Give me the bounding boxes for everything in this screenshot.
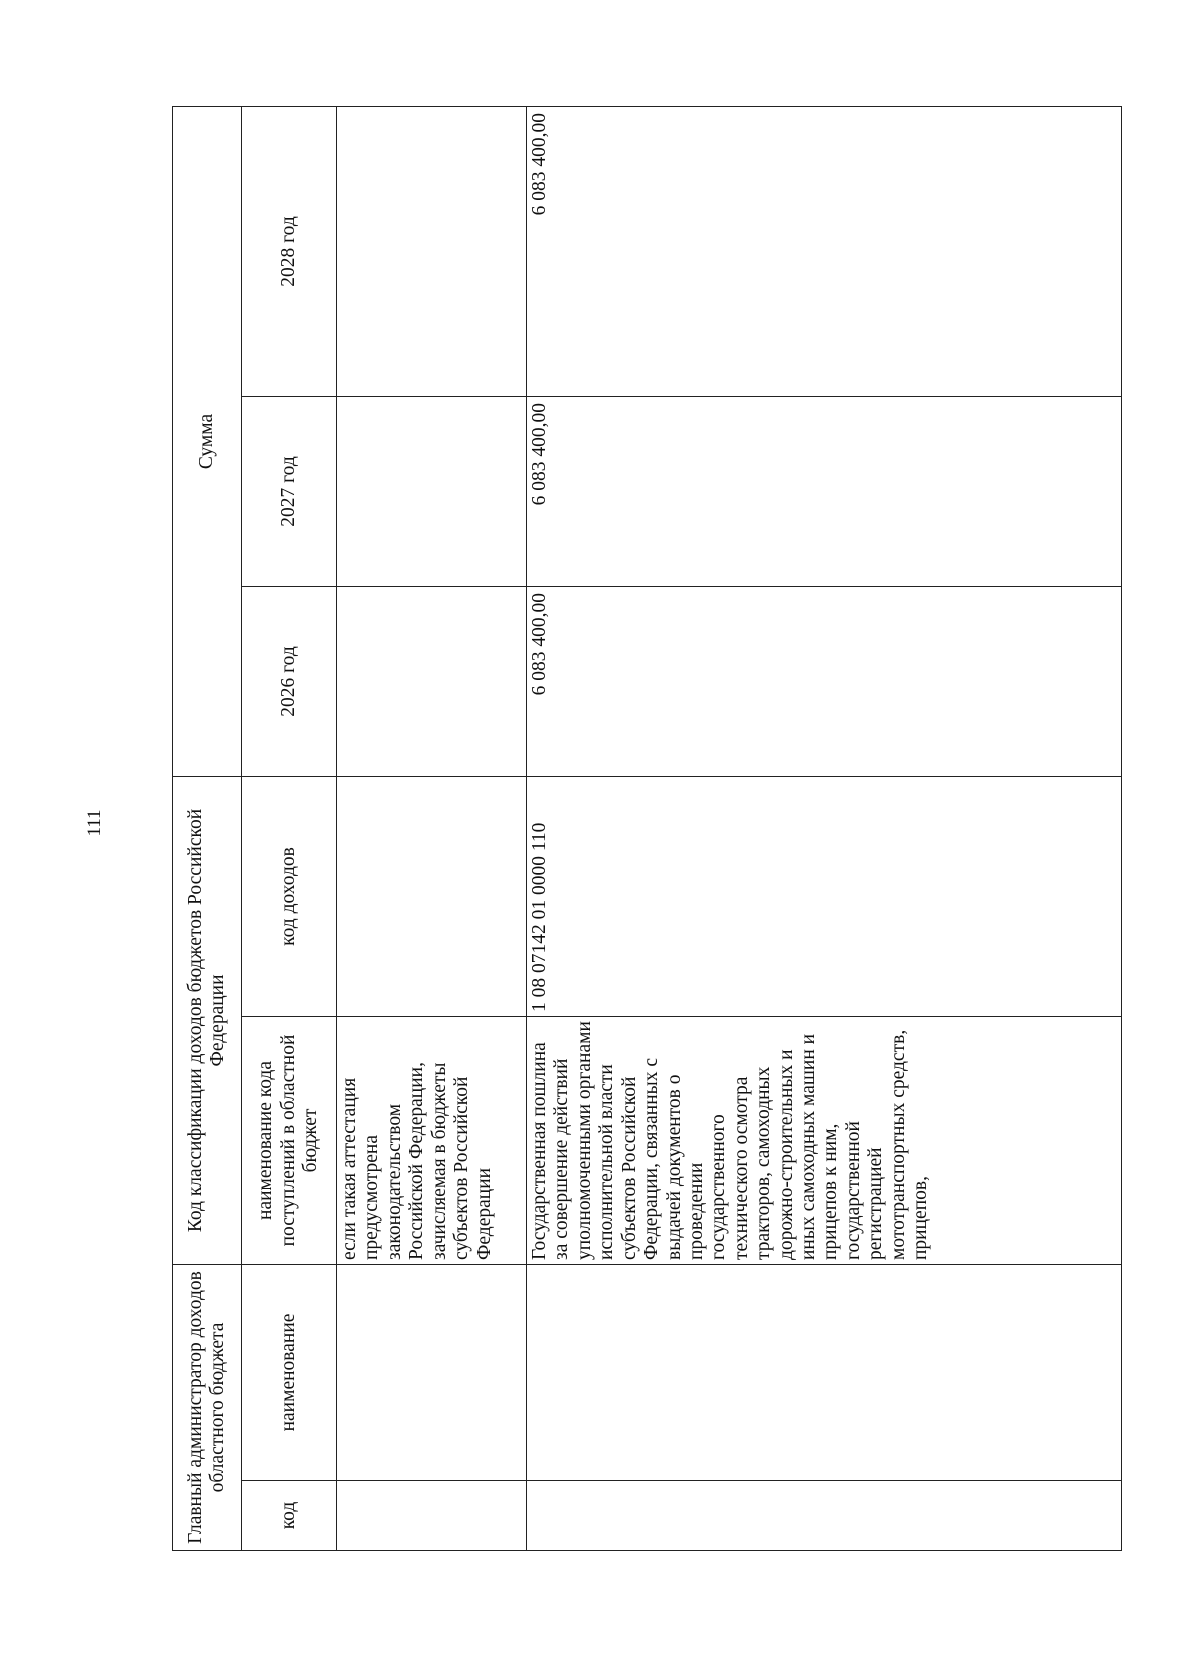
header-row-2	[242, 107, 337, 1551]
cell-sum-2026: 6 083 400,00	[527, 587, 1122, 777]
header-name: наименование	[242, 1265, 337, 1481]
header-2028: 2028 год	[242, 107, 337, 397]
cell-name	[527, 1265, 1122, 1481]
cell-income-code	[337, 777, 527, 1017]
table-row	[527, 107, 1122, 1551]
header-code: код	[242, 1481, 337, 1551]
cell-income-name: Государственная пошлина за совершение действий уполномоченными органами исполнительной власти субъектов Российской Федерации, связанных с выдачей документов о проведении государственного технического осмотра тракторов, самоходных дорожно-строительных и иных самоходных машин и прицепов к ним, государственной регистрацией мототранспортных средств, прицепов,	[527, 1017, 1122, 1265]
revenue-table	[172, 106, 1122, 1551]
cell-sum-2027: 6 083 400,00	[527, 397, 1122, 587]
table-row	[337, 107, 527, 1551]
header-2027: 2027 год	[242, 397, 337, 587]
cell-sum-2028: 6 083 400,00	[527, 107, 1122, 397]
cell-code	[527, 1481, 1122, 1551]
cell-sum-2027	[337, 397, 527, 587]
header-row-1	[173, 107, 242, 1551]
cell-income-name: если такая аттестация предусмотрена законодательством Российской Федерации, зачисляемая в бюджеты субъектов Российской Федерации	[337, 1017, 527, 1265]
header-sum-group: Сумма	[173, 107, 242, 777]
cell-sum-2026	[337, 587, 527, 777]
cell-name	[337, 1265, 527, 1481]
header-income-code: код доходов	[242, 777, 337, 1017]
rotated-table-wrapper	[172, 107, 1114, 1551]
header-2026: 2026 год	[242, 587, 337, 777]
header-income-name: наименование кода поступлений в областной бюджет	[242, 1017, 337, 1265]
header-admin-group: Главный администратор доходов областного бюджета	[173, 1265, 242, 1551]
cell-code	[337, 1481, 527, 1551]
header-classification-group: Код классификации доходов бюджетов Российской Федерации	[173, 777, 242, 1265]
cell-income-code: 1 08 07142 01 0000 110	[527, 777, 1122, 1017]
page-number: 111	[84, 809, 105, 837]
cell-sum-2028	[337, 107, 527, 397]
